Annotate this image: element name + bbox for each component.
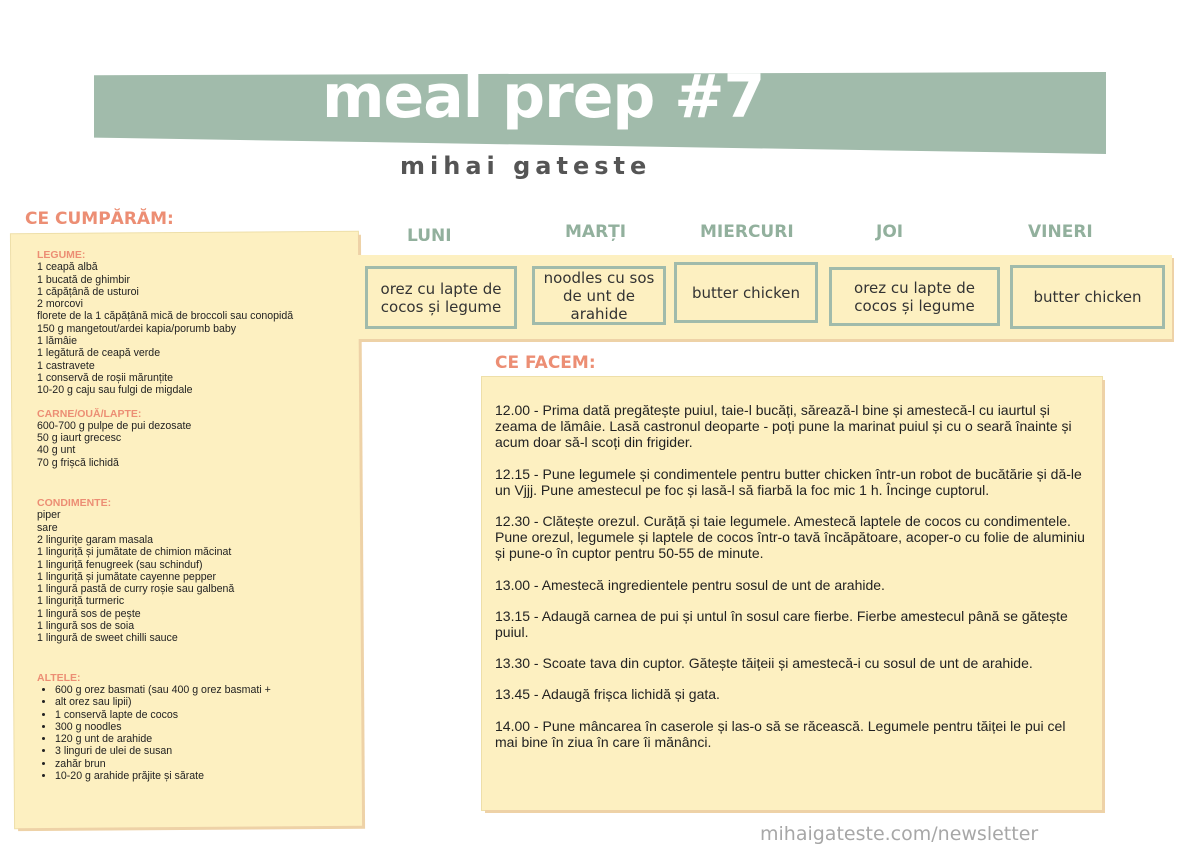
- list-item: 1 linguriță și jumătate cayenne pepper: [37, 570, 217, 583]
- category-title: ALTELE:: [37, 671, 81, 684]
- page-subtitle: mihai gateste: [400, 152, 652, 180]
- meal-luni: orez cu lapte de cocos și legume: [365, 266, 517, 329]
- list-item: 1 căpățână de usturoi: [37, 285, 139, 298]
- step-item: 14.00 - Pune mâncarea în caserole și las-o să se răcească. Legumele pentru tăiței le pui cel mai bine în ziua în care îi mănânci.: [495, 717, 1066, 750]
- list-item: • 10-20 g arahide prăjite și sărate: [55, 770, 357, 782]
- step-item: 13.45 - Adaugă frișca lichidă și gata.: [495, 686, 720, 703]
- day-label-joi: JOI: [876, 222, 904, 242]
- category-title: CARNE/OUĂ/LAPTE:: [37, 407, 142, 420]
- list-item: • 1 conservă lapte de cocos: [55, 709, 357, 721]
- list-item: 2 lingurițe garam masala: [37, 533, 153, 546]
- group-altele: [37, 672, 357, 783]
- list-item: 1 conservă de roșii mărunțite: [37, 371, 174, 384]
- step-item: 13.30 - Scoate tava din cuptor. Gătește tăițeii și amestecă-i cu sosul de unt de arahide.: [495, 655, 1033, 672]
- list-item: • 600 g orez basmati (sau 400 g orez basmati +: [55, 684, 357, 696]
- group-legume: [37, 249, 357, 397]
- list-item: 1 legătură de ceapă verde: [37, 347, 161, 360]
- list-item: 1 linguriță turmeric: [37, 595, 125, 608]
- category-title: LEGUME:: [37, 249, 86, 261]
- list-item: • 120 g unt de arahide: [55, 733, 357, 745]
- step-item: 13.15 - Adaugă carnea de pui și untul în sosul care fierbe. Fierbe amestecul până se gătește puiul.: [495, 607, 1068, 641]
- group-carne: [37, 408, 357, 469]
- list-item: • zahăr brun: [55, 758, 357, 770]
- list-item: piper: [37, 509, 61, 522]
- step-item: 12.15 - Pune legumele și condimentele pentru butter chicken într-un robot de bucătărie și dă-le un Vjjj. Pune amestecul pe foc și lasă-l să fiarbă la foc mic 1 h. Încinge cuptorul.: [495, 465, 1082, 498]
- list-item: 50 g iaurt grecesc: [37, 432, 122, 445]
- list-item: 150 g mangetout/ardei kapia/porumb baby: [37, 322, 237, 335]
- list-item: 40 g unt: [37, 444, 76, 457]
- day-label-miercuri: MIERCURI: [700, 222, 794, 242]
- shopping-list: [37, 249, 357, 782]
- newsletter-link[interactable]: mihaigateste.com/newsletter: [760, 823, 1039, 845]
- list-item: 2 morcovi: [37, 298, 83, 311]
- day-label-marti: MARȚI: [565, 222, 627, 242]
- meal-marti: noodles cu sos de unt de arahide: [532, 266, 666, 325]
- day-label-vineri: VINERI: [1028, 222, 1093, 242]
- page-title: meal prep #7: [322, 62, 765, 132]
- shopping-heading: CE CUMPĂRĂM:: [25, 209, 174, 229]
- list-item: 1 lingură de sweet chilli sauce: [37, 632, 178, 645]
- list-item: 1 lingură sos de soia: [37, 620, 135, 633]
- meal-vineri: butter chicken: [1010, 265, 1165, 329]
- list-item: 1 lingură pastă de curry roșie sau galbenă: [37, 583, 235, 596]
- list-item: 10-20 g caju sau fulgi de migdale: [37, 384, 193, 397]
- group-condimente: [37, 497, 357, 645]
- list-item: sare: [37, 521, 58, 534]
- step-item: 12.00 - Prima dată pregătește puiul, taie-l bucăți, sărează-l bine și amestecă-l cu iaurtul și zeama de lămâie. Lasă castronul deoparte - poți pune la marinat puiul și cu o seară înainte și acum doar să-l scoți din frigider.: [495, 402, 1072, 451]
- list-item: 1 lămâie: [37, 335, 78, 348]
- list-item: 1 lingură sos de pește: [37, 607, 141, 620]
- list-item: • 3 linguri de ulei de susan: [55, 745, 357, 757]
- list-item: 1 castravete: [37, 359, 95, 372]
- step-item: 12.30 - Clătește orezul. Curăță și taie legumele. Amestecă laptele de cocos cu condimentele. Pune orezul, legumele și laptele de cocos într-o tavă încăpătoare, acoper-o cu folie de aluminiu și pune-o în cuptor pentru 50-55 de minute.: [495, 513, 1085, 562]
- list-item: • 300 g noodles: [55, 721, 357, 733]
- step-item: 13.00 - Amestecă ingredientele pentru sosul de unt de arahide.: [495, 576, 885, 593]
- steps-list: [495, 402, 1090, 765]
- category-title: CONDIMENTE:: [37, 497, 112, 510]
- list-item: 1 bucată de ghimbir: [37, 273, 131, 286]
- meal-miercuri: butter chicken: [674, 262, 818, 323]
- list-item: • alt orez sau lipii): [55, 696, 357, 708]
- day-label-luni: LUNI: [407, 226, 452, 246]
- list-item: 1 linguriță fenugreek (sau schinduf): [37, 558, 203, 571]
- list-item: 70 g frișcă lichidă: [37, 456, 119, 469]
- list-item: 1 linguriță și jumătate de chimion măcinat: [37, 546, 232, 559]
- list-item: florete de la 1 căpățână mică de broccoli sau conopidă: [37, 310, 294, 323]
- list-item: 600-700 g pulpe de pui dezosate: [37, 419, 192, 432]
- meal-joi: orez cu lapte de cocos și legume: [829, 267, 1000, 326]
- steps-heading: CE FACEM:: [495, 353, 596, 373]
- list-item: 1 ceapă albă: [37, 261, 98, 274]
